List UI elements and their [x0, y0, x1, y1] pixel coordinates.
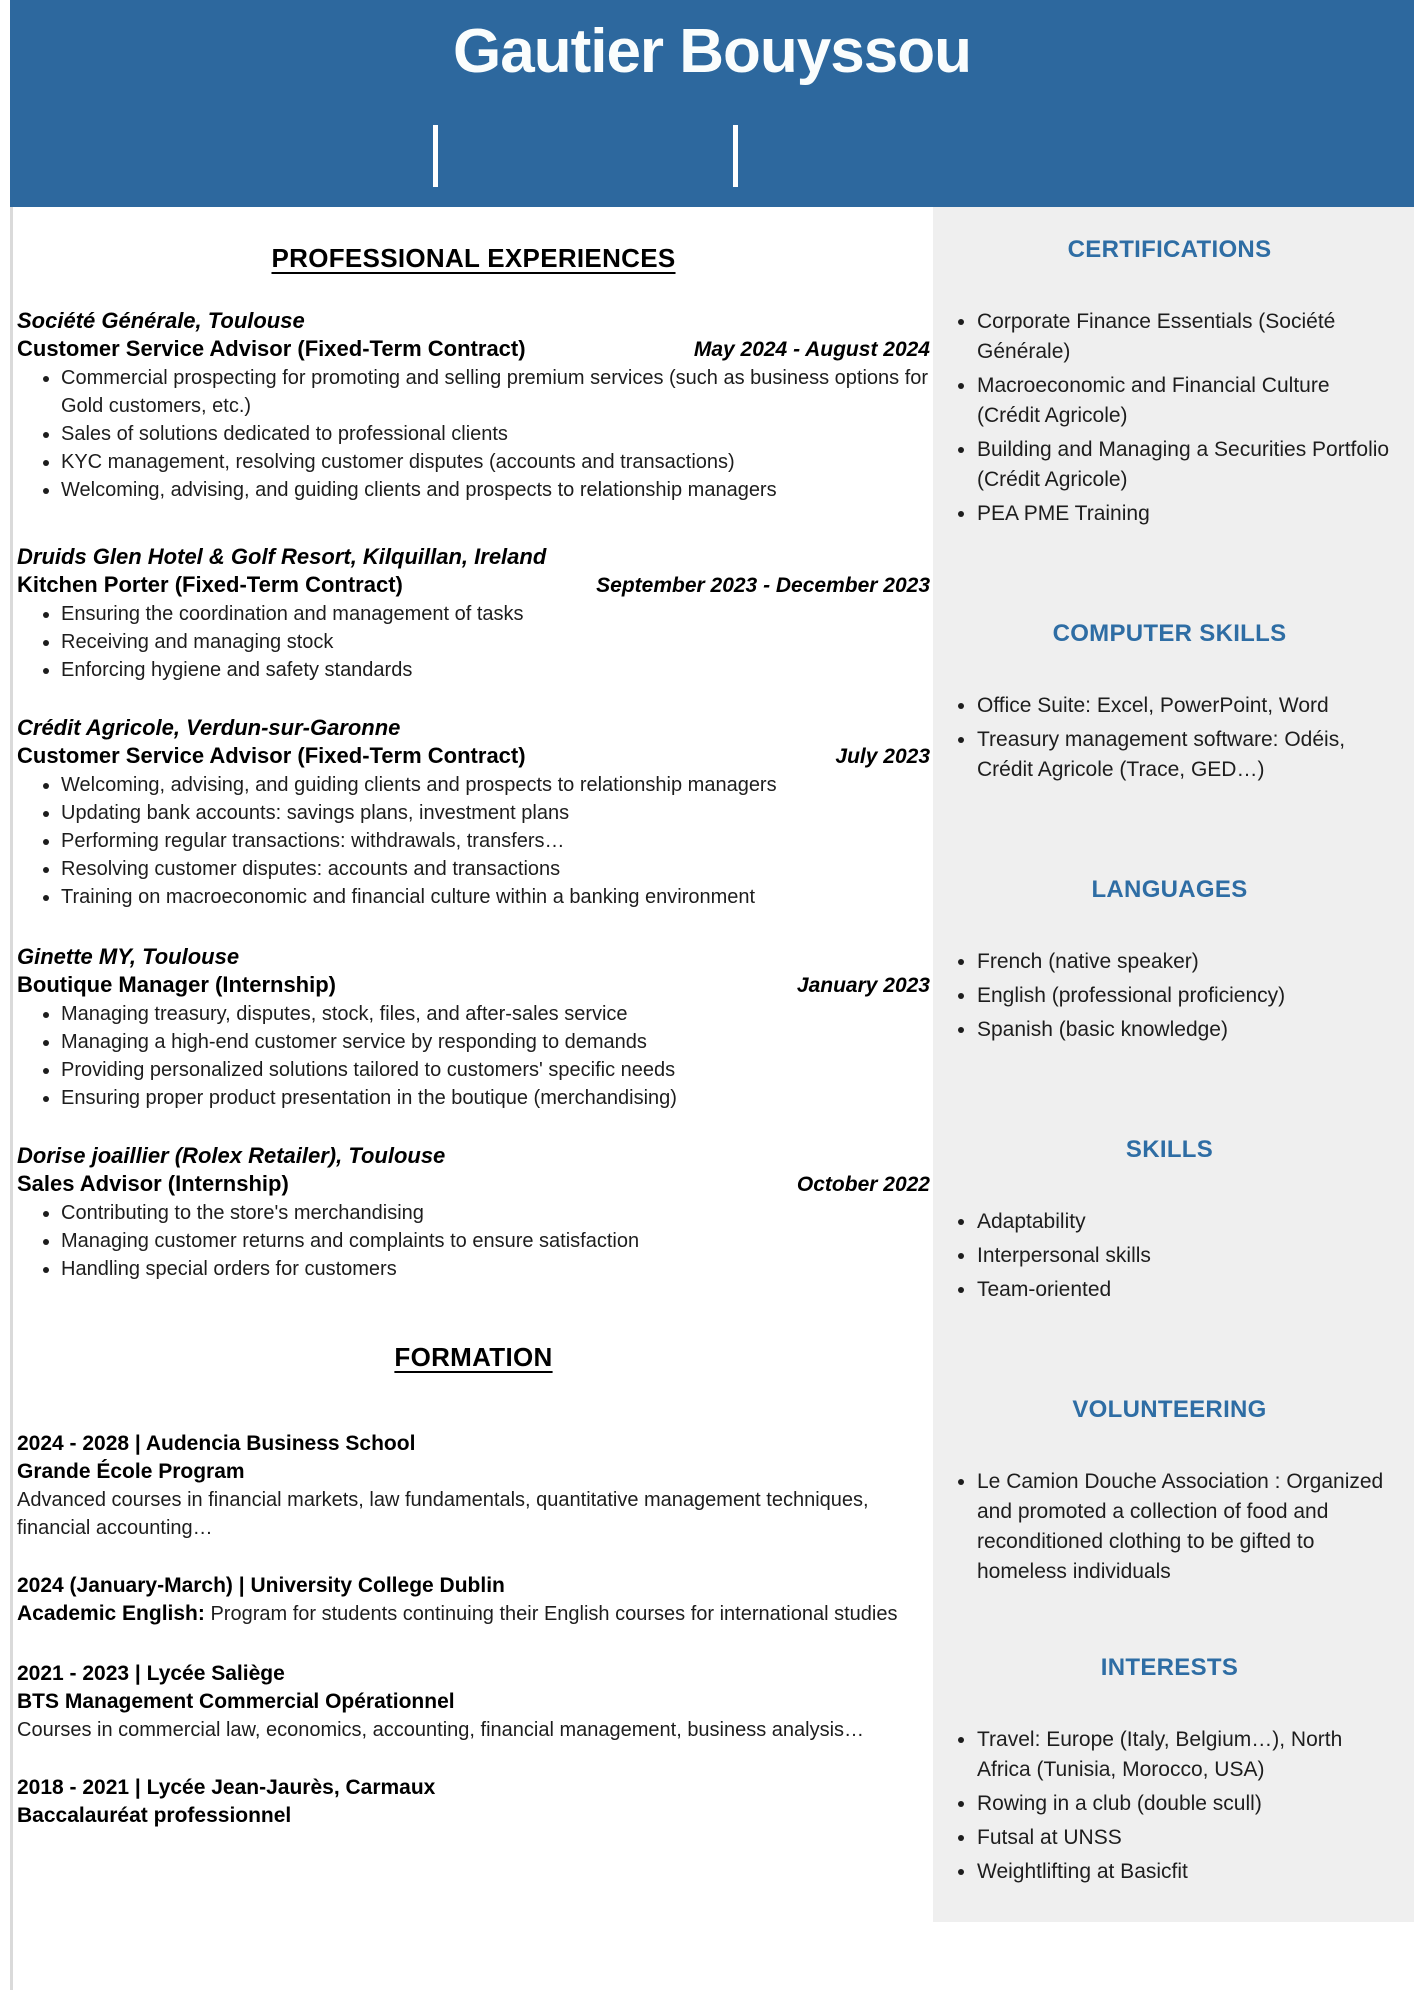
- bullet-item: • Receiving and managing stock: [61, 628, 930, 656]
- list-item: • PEA PME Training: [977, 499, 1394, 529]
- section-list: [945, 307, 1394, 529]
- list-item: • Rowing in a club (double scull): [977, 1789, 1394, 1819]
- bullet-item: • Performing regular transactions: withdrawals, transfers…: [61, 827, 930, 855]
- education-degree: [17, 1600, 930, 1628]
- bullet-item: • Ensuring proper product presentation in the boutique (merchandising): [61, 1084, 930, 1112]
- education-years-school: 2024 (January-March) | University College Dublin: [17, 1574, 505, 1597]
- bullet-item: • Updating bank accounts: savings plans, investment plans: [61, 799, 930, 827]
- job-dates: September 2023 - December 2023: [596, 574, 930, 597]
- education-degree-rest: Program for students continuing their English courses for international studies: [204, 1603, 898, 1625]
- header-divider-bar: [433, 125, 438, 187]
- company-name: Druids Glen Hotel & Golf Resort, Kilquillan, Ireland: [17, 544, 547, 569]
- education-description: Courses in commercial law, economics, accounting, financial management, business analysis…: [17, 1719, 865, 1741]
- bullet-item: • Ensuring the coordination and management of tasks: [61, 600, 930, 628]
- section-title: CERTIFICATIONS: [1067, 236, 1272, 263]
- bullet-item: • Contributing to the store's merchandising: [61, 1199, 930, 1227]
- list-item: • Office Suite: Excel, PowerPoint, Word: [977, 691, 1394, 721]
- list-item: • Building and Managing a Securities Portfolio (Crédit Agricole): [977, 435, 1394, 495]
- main-column: [0, 207, 933, 1830]
- role-row: [17, 742, 930, 771]
- role-row: [17, 1170, 930, 1199]
- role-row: [17, 335, 930, 364]
- section-list: [945, 1467, 1394, 1587]
- education-degree: [17, 1688, 930, 1716]
- content-layout: [0, 207, 1414, 1922]
- sidebar-section-languages: [945, 875, 1394, 1045]
- job-role: Boutique Manager (Internship): [17, 972, 336, 997]
- education-entry: [17, 1660, 930, 1744]
- sidebar-section-interests: [945, 1653, 1394, 1887]
- job-role: Sales Advisor (Internship): [17, 1171, 289, 1196]
- company-name: Crédit Agricole, Verdun-sur-Garonne: [17, 715, 401, 740]
- company-name: Ginette MY, Toulouse: [17, 944, 240, 969]
- list-item: • Corporate Finance Essentials (Société Générale): [977, 307, 1394, 367]
- education-degree-bold: BTS Management Commercial Opérationnel: [17, 1690, 455, 1713]
- company-name: Société Générale, Toulouse: [17, 308, 305, 333]
- section-title: SKILLS: [1125, 1136, 1214, 1163]
- education-degree-bold: Academic English:: [17, 1602, 205, 1625]
- job-entry: [17, 714, 930, 911]
- bullet-item: • Sales of solutions dedicated to professional clients: [61, 420, 930, 448]
- bullet-item: • Managing customer returns and complaints to ensure satisfaction: [61, 1227, 930, 1255]
- job-entry: [17, 543, 930, 684]
- list-item: • English (professional proficiency): [977, 981, 1394, 1011]
- job-dates: October 2022: [796, 1173, 930, 1196]
- job-entry: [17, 1142, 930, 1283]
- sidebar-section-skills: [945, 1135, 1394, 1305]
- section-list: [945, 691, 1394, 785]
- job-bullet-list: [17, 1000, 930, 1112]
- bullet-item: • Handling special orders for customers: [61, 1255, 930, 1283]
- formation-title: FORMATION: [394, 1342, 553, 1372]
- job-role: Customer Service Advisor (Fixed-Term Contract): [17, 743, 526, 768]
- education-degree: [17, 1802, 930, 1830]
- job-bullet-list: [17, 600, 930, 684]
- job-role: Kitchen Porter (Fixed-Term Contract): [17, 572, 403, 597]
- job-dates: January 2023: [796, 974, 930, 997]
- bullet-item: • Managing a high-end customer service by responding to demands: [61, 1028, 930, 1056]
- professional-experiences-title: PROFESSIONAL EXPERIENCES: [271, 243, 676, 273]
- job-bullet-list: [17, 1199, 930, 1283]
- bullet-item: • Managing treasury, disputes, stock, files, and after-sales service: [61, 1000, 930, 1028]
- bullet-item: • Resolving customer disputes: accounts and transactions: [61, 855, 930, 883]
- education-years-school: 2024 - 2028 | Audencia Business School: [17, 1432, 416, 1455]
- section-list: [945, 947, 1394, 1045]
- bullet-item: • Training on macroeconomic and financial culture within a banking environment: [61, 883, 930, 911]
- section-title: INTERESTS: [1100, 1654, 1239, 1681]
- list-item: • Le Camion Douche Association : Organized and promoted a collection of food and reconditioned clothing to be gifted to homeless individuals: [977, 1467, 1394, 1587]
- list-item: • Travel: Europe (Italy, Belgium…), North Africa (Tunisia, Morocco, USA): [977, 1725, 1394, 1785]
- section-title: COMPUTER SKILLS: [1052, 620, 1287, 647]
- sidebar: [933, 207, 1414, 1922]
- sidebar-section-certifications: [945, 235, 1394, 529]
- bullet-item: • Commercial prospecting for promoting and selling premium services (such as business options for Gold customers, etc.): [61, 364, 930, 420]
- list-item: • Macroeconomic and Financial Culture (Crédit Agricole): [977, 371, 1394, 431]
- job-entry: [17, 307, 930, 504]
- section-title: VOLUNTEERING: [1072, 1396, 1267, 1423]
- education-entry: [17, 1774, 930, 1830]
- list-item: • French (native speaker): [977, 947, 1394, 977]
- sidebar-section-computer-skills: [945, 619, 1394, 785]
- page-title: Gautier Bouyssou: [453, 17, 971, 86]
- list-item: • Spanish (basic knowledge): [977, 1015, 1394, 1045]
- job-entry: [17, 943, 930, 1112]
- list-item: • Treasury management software: Odéis, Crédit Agricole (Trace, GED…): [977, 725, 1394, 785]
- role-row: [17, 971, 930, 1000]
- job-bullet-list: [17, 771, 930, 911]
- job-role: Customer Service Advisor (Fixed-Term Contract): [17, 336, 526, 361]
- company-name: Dorise joaillier (Rolex Retailer), Toulouse: [17, 1143, 446, 1168]
- list-item: • Interpersonal skills: [977, 1241, 1394, 1271]
- job-dates: May 2024 - August 2024: [693, 338, 930, 361]
- education-years-school: 2018 - 2021 | Lycée Jean-Jaurès, Carmaux: [17, 1776, 436, 1799]
- header-band: [10, 0, 1414, 207]
- education-degree-bold: Baccalauréat professionnel: [17, 1804, 292, 1827]
- section-list: [945, 1725, 1394, 1887]
- education-degree-bold: Grande École Program: [17, 1460, 245, 1483]
- education-entry: [17, 1572, 930, 1628]
- list-item: • Weightlifting at Basicfit: [977, 1857, 1394, 1887]
- education-description: Advanced courses in financial markets, law fundamentals, quantitative management techniques, financial accounting…: [17, 1489, 869, 1539]
- section-list: [945, 1207, 1394, 1305]
- job-bullet-list: [17, 364, 930, 504]
- sidebar-section-volunteering: [945, 1395, 1394, 1587]
- education-years-school: 2021 - 2023 | Lycée Saliège: [17, 1662, 285, 1685]
- section-title: LANGUAGES: [1091, 876, 1248, 903]
- education-entry: [17, 1430, 930, 1542]
- bullet-item: • Providing personalized solutions tailored to customers' specific needs: [61, 1056, 930, 1084]
- header-divider-bar: [733, 125, 738, 187]
- job-dates: July 2023: [835, 745, 930, 768]
- role-row: [17, 571, 930, 600]
- bullet-item: • Welcoming, advising, and guiding clients and prospects to relationship managers: [61, 476, 930, 504]
- list-item: • Team-oriented: [977, 1275, 1394, 1305]
- bullet-item: • Welcoming, advising, and guiding clients and prospects to relationship managers: [61, 771, 930, 799]
- bullet-item: • Enforcing hygiene and safety standards: [61, 656, 930, 684]
- education-degree: [17, 1458, 930, 1486]
- list-item: • Futsal at UNSS: [977, 1823, 1394, 1853]
- list-item: • Adaptability: [977, 1207, 1394, 1237]
- bullet-item: • KYC management, resolving customer disputes (accounts and transactions): [61, 448, 930, 476]
